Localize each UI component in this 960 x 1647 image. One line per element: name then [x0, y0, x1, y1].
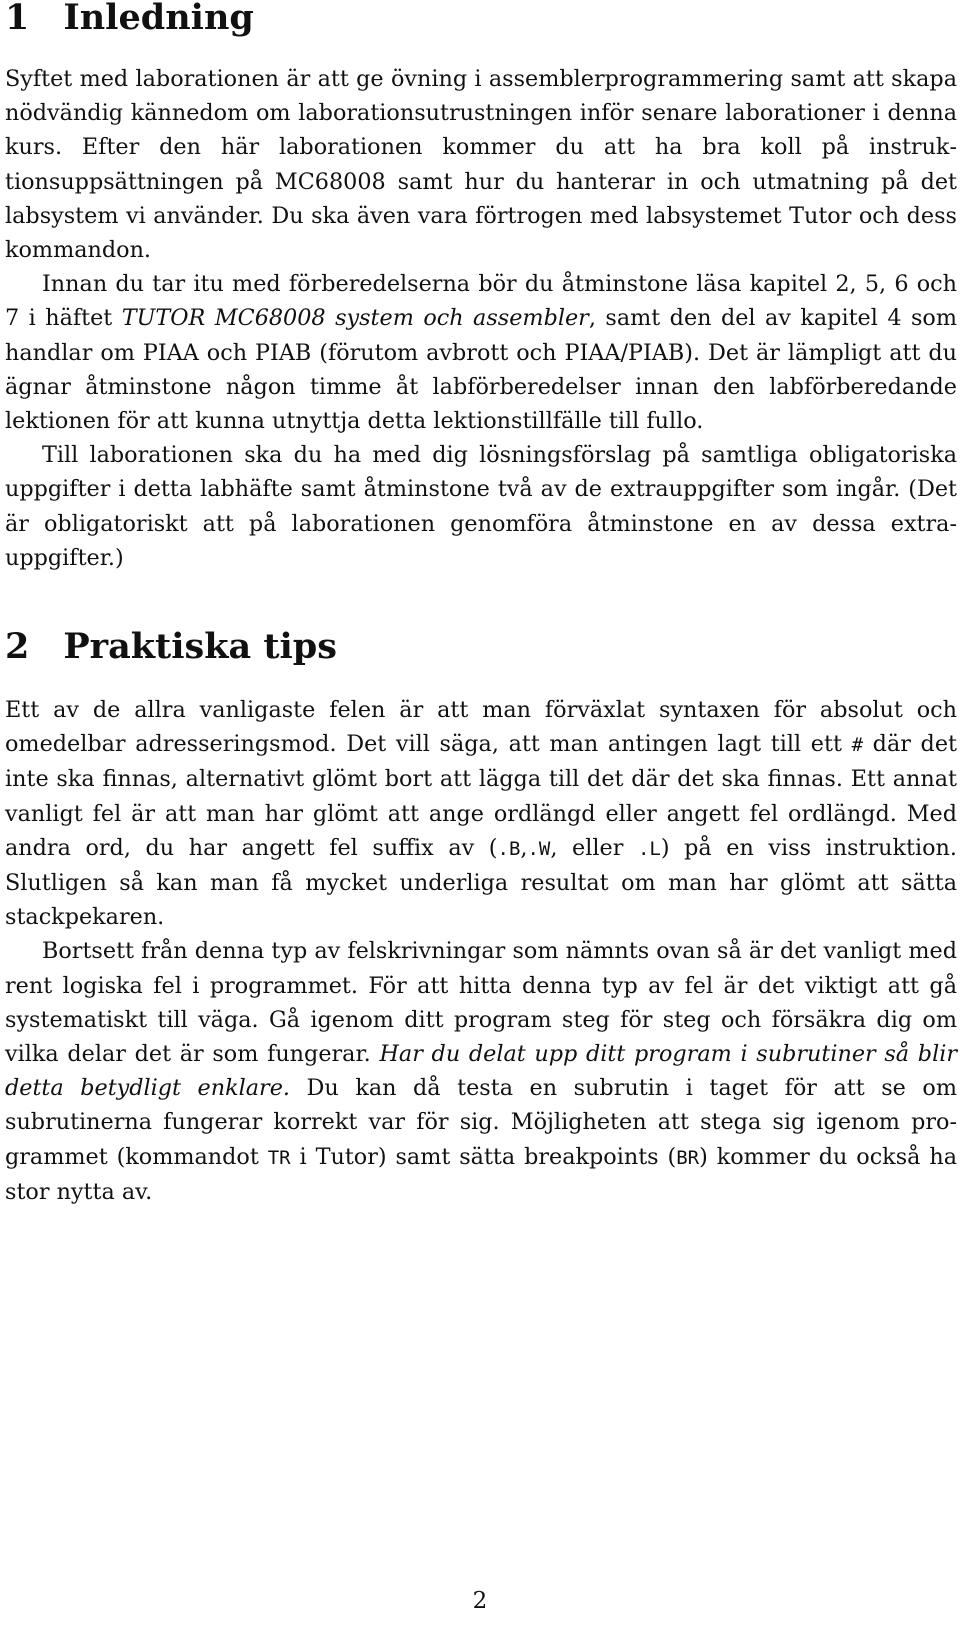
code-tr: TR [267, 1146, 291, 1169]
code-hash: # [851, 734, 864, 757]
page-content [5, 0, 957, 1209]
section-number: 1 [5, 0, 30, 38]
paragraph-text: Innan du tar itu med förberedelserna bör du åtminstone läsa kapitel 2, 5, 6 och 7 i häftet [5, 271, 957, 332]
paragraph-logic-errors [5, 934, 957, 1209]
code-suffix-w: .W [527, 837, 551, 860]
booklet-title: TUTOR MC68008 system och assembler [121, 305, 589, 332]
section-heading-inledning [5, 0, 957, 38]
paragraph-text: Du kan då testa en subrutin i taget för att se om subrutinerna fungerar korrekt var för sig. Möjligheten att stega sig igenom programmet (kommandot [5, 1075, 957, 1170]
paragraph-text: ) på en viss instruktion. Slutligen så kan man få mycket underliga resultat om man har glömt att sätta stackpekaren. [5, 834, 957, 931]
section-title: Inledning [63, 0, 254, 38]
paragraph-text: i Tutor) samt sätta breakpoints ( [290, 1143, 677, 1170]
paragraph-text: där det inte ska finnas, alternativt glömt bort att lägga till det där det ska finnas. Ett annat vanligt fel är att man har glömt att ange ordlängd eller angett fel ordlängd. Med andra ord, du har angett fel suffix av ( [5, 731, 957, 861]
code-br: BR [676, 1146, 700, 1169]
emphasis-text: Har du delat upp ditt program i subrutiner så blir detta betydligt enklare. [5, 1041, 957, 1102]
paragraph-preparation [5, 267, 957, 438]
paragraph-text: , [520, 834, 528, 861]
section-heading-praktiska-tips [5, 627, 957, 667]
paragraph-text: , eller [550, 834, 638, 861]
paragraph-intro: Syftet med laborationen är att ge övning i assemblerprogrammering samt att skapa nödvändig kännedom om laborationsutrustningen inför senare laborationer i denna kurs. Efter den här laborationen kommer du att ha bra koll på instruktionsuppsättningen på MC68008 samt hur du hanterar in och utmatning på det labsystem vi använder. Du ska även vara förtrogen med labsystemet Tutor och dess kommandon. [5, 66, 957, 264]
code-suffix-l: .L [637, 837, 661, 860]
paragraph-text: ) kommer du också ha stor nytta av. [5, 1143, 958, 1205]
paragraph-requirements: Till laborationen ska du ha med dig lösningsförslag på samtliga obligatoriska uppgifter i detta labhäfte samt åtminstone två av de extrauppgifter som ingår. (Det är obligatoriskt att på laborationen genomföra åtminstone en av dessa extrauppgifter.) [5, 442, 957, 571]
paragraph-common-errors [5, 693, 957, 934]
paragraph-text: Bortsett från denna typ av felskrivningar som nämnts ovan så är det vanligt med rent logiska fel i programmet. För att hitta denna typ av fel är det viktigt att gå systematiskt till väga. Gå igenom ditt program steg för steg och försäkra dig om vilka delar det är som fungerar. [5, 938, 957, 1068]
section-number: 2 [5, 626, 30, 668]
section-title: Praktiska tips [63, 626, 337, 668]
page-number: 2 [472, 1588, 488, 1614]
code-suffix-b: .B [497, 837, 521, 860]
paragraph-text: Ett av de allra vanligaste felen är att man förväxlat syntaxen för absolut och omedelbar adresseringsmod. Det vill säga, att man antingen lagt till ett [5, 697, 957, 758]
paragraph-text: , samt den del av kapitel 4 som handlar om PIAA och PIAB (förutom avbrott och PIAA/PIAB). Det är lämpligt att du ägnar åtminstone någon timme åt labförberedelser innan den labförberedande lektionen för att kunna utnyttja detta lektionstillfälle till fullo. [5, 305, 957, 435]
